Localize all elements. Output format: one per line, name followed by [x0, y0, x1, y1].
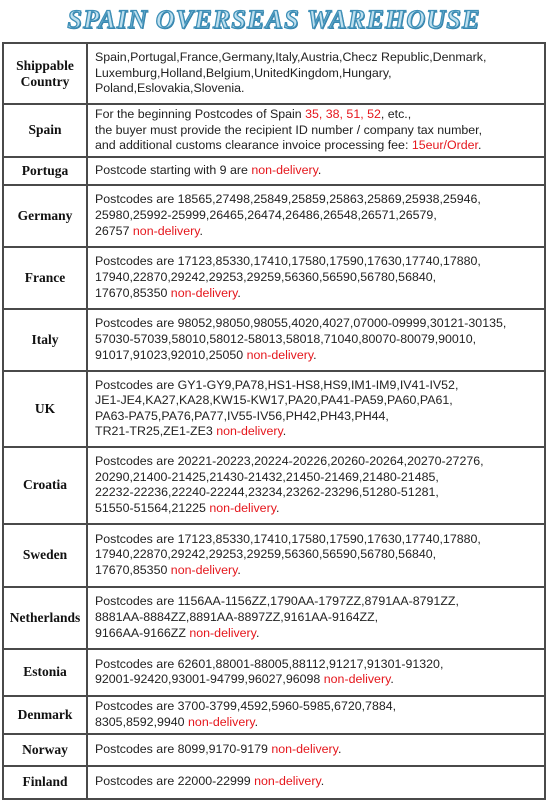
rule-cell: [87, 734, 545, 766]
rule-text: .: [477, 138, 482, 153]
highlight-text: non-delivery: [132, 223, 200, 238]
rule-text: Postcodes are 1156AA-1156ZZ,1790AA-1797ZZ,8791AA-8791ZZ,: [95, 594, 459, 609]
table-row: [3, 447, 545, 524]
rule-text: .: [317, 162, 322, 177]
rule-text: TR21-TR25,ZE1-ZE3: [95, 424, 217, 439]
rule-text: Postcodes are 8099,9170-9179: [95, 741, 272, 756]
country-cell: [3, 371, 87, 447]
table-row: [3, 247, 545, 309]
highlight-text: 15eur/Order: [411, 138, 478, 153]
rule-text: 22232-22236,22240-22244,23234,23262-23296,51280-51281,: [95, 485, 439, 500]
rule-line: [95, 192, 540, 208]
table-row: [3, 43, 545, 104]
country-label: Portuga: [21, 162, 69, 178]
rule-text: 9166AA-9166ZZ: [95, 625, 190, 640]
country-cell: [3, 734, 87, 766]
country-label: Estonia: [23, 664, 67, 680]
rule-text: Postcodes are GY1-GY9,PA78,HS1-HS8,HS9,IM1-IM9,IV41-IV52,: [95, 377, 459, 392]
rule-text: 51550-51564,21225: [95, 500, 210, 515]
rule-line: [95, 123, 540, 139]
country-label: Germany: [17, 207, 73, 223]
rule-cell: [87, 371, 545, 447]
rule-line: [95, 393, 540, 409]
rule-cell: [87, 309, 545, 371]
country-cell: [3, 447, 87, 524]
rule-cell: [87, 185, 545, 247]
country-cell: [3, 157, 87, 185]
rule-line: [95, 254, 540, 270]
country-label: Country: [20, 73, 70, 89]
country-label: Spain: [28, 122, 62, 138]
country-label: Shippable: [16, 57, 74, 73]
rule-line: [95, 699, 540, 715]
highlight-text: non-delivery: [323, 672, 391, 687]
highlight-text: 35, 38, 51, 52: [305, 107, 381, 121]
rule-text: Postcodes are 62601,88001-88005,88112,91217,91301-91320,: [95, 656, 444, 671]
rule-text: Spain,Portugal,France,Germany,Italy,Austria,Checz Republic,Denmark,: [95, 50, 487, 65]
rule-text: Postcodes are 22000-22999: [95, 774, 255, 789]
rule-text: .: [255, 625, 260, 640]
rule-text: 20290,21400-21425,21430-21432,21450-21469,21480-21485,: [95, 469, 439, 484]
highlight-text: non-delivery: [254, 774, 321, 789]
table-row: [3, 524, 545, 587]
rule-line: [95, 742, 540, 758]
table-row: [3, 309, 545, 371]
rule-text: 25980,25992-25999,26465,26474,26486,26548,26571,26579,: [95, 207, 437, 222]
rule-text: .: [390, 672, 394, 687]
delivery-rules-table: [2, 42, 546, 800]
rule-text: .: [237, 563, 241, 578]
rule-line: [95, 208, 540, 224]
rule-cell: [87, 157, 545, 185]
highlight-text: non-delivery: [170, 563, 238, 578]
rule-cell: [87, 104, 545, 157]
rule-line: [95, 270, 540, 286]
rule-cell: [87, 696, 545, 734]
country-cell: [3, 309, 87, 371]
country-label: Denmark: [17, 706, 73, 722]
rule-text: For the beginning Postcodes of Spain: [95, 107, 306, 121]
page-title: SPAIN OVERSEAS WAREHOUSE: [67, 5, 481, 34]
rule-text: 17940,22870,29242,29253,29259,56360,56590,56780,56840,: [95, 269, 437, 284]
rule-cell: [87, 587, 545, 649]
rule-line: [95, 409, 540, 425]
rule-line: [95, 501, 540, 517]
table-row: [3, 696, 545, 734]
country-label: Finland: [22, 774, 68, 790]
country-label: France: [24, 269, 66, 285]
table-row: [3, 371, 545, 447]
rule-cell: [87, 247, 545, 309]
rule-text: .: [337, 741, 342, 756]
rule-line: [95, 66, 540, 82]
rule-line: [95, 224, 540, 240]
table-row: [3, 734, 545, 766]
rule-line: [95, 138, 540, 154]
rule-line: [95, 563, 540, 579]
rule-text: Luxemburg,Holland,Belgium,UnitedKingdom,Hungary,: [95, 65, 392, 80]
rule-text: Postcodes are 3700-3799,4592,5960-5985,6720,7884,: [95, 699, 397, 714]
rule-line: [95, 626, 540, 642]
rule-text: 91017,91023,92010,25050: [95, 347, 247, 362]
highlight-text: non-delivery: [271, 741, 338, 756]
rule-text: JE1-JE4,KA27,KA28,KW15-KW17,PA20,PA41-PA59,PA60,PA61,: [95, 393, 453, 408]
country-cell: [3, 247, 87, 309]
rule-text: Postcodes are 17123,85330,17410,17580,17590,17630,17740,17880,: [95, 531, 481, 546]
highlight-text: non-delivery: [251, 162, 318, 177]
rule-line: [95, 610, 540, 626]
table-row: [3, 649, 545, 696]
rule-text: the buyer must provide the recipient ID number / company tax number,: [95, 122, 483, 137]
country-cell: [3, 696, 87, 734]
table-row: [3, 766, 545, 799]
rule-cell: [87, 447, 545, 524]
highlight-text: non-delivery: [216, 424, 283, 439]
rule-text: 17940,22870,29242,29253,29259,56360,56590,56780,56840,: [95, 547, 437, 562]
highlight-text: non-delivery: [188, 714, 255, 729]
highlight-text: non-delivery: [209, 500, 276, 515]
rule-text: .: [282, 424, 287, 439]
rule-text: , etc.,: [380, 107, 412, 121]
rule-text: 17670,85350: [95, 285, 171, 300]
rule-line: [95, 81, 540, 97]
rule-line: [95, 163, 540, 179]
rule-cell: [87, 766, 545, 799]
rule-line: [95, 485, 540, 501]
country-label: Croatia: [23, 477, 67, 493]
rule-line: [95, 424, 540, 440]
rule-cell: [87, 43, 545, 104]
rule-line: [95, 50, 540, 66]
rule-text: .: [237, 285, 241, 300]
rule-text: 92001-92420,93001-94799,96027,96098: [95, 672, 324, 687]
country-label: Italy: [31, 331, 59, 347]
rule-text: Postcode starting with 9 are: [95, 162, 252, 177]
rule-text: Postcodes are 98052,98050,98055,4020,4027,07000-09999,30121-30135,: [95, 316, 507, 331]
rule-text: .: [313, 347, 317, 362]
rule-text: Postcodes are 18565,27498,25849,25859,25863,25869,25938,25946,: [95, 192, 481, 207]
rule-line: [95, 657, 540, 673]
rule-line: [95, 532, 540, 548]
rule-line: [95, 316, 540, 332]
country-cell: [3, 104, 87, 157]
country-cell: [3, 649, 87, 696]
rule-text: 26757: [95, 223, 133, 238]
country-cell: [3, 766, 87, 799]
rule-text: PA63-PA75,PA76,PA77,IV55-IV56,PH42,PH43,PH44,: [95, 408, 389, 423]
rule-text: and additional customs clearance invoice processing fee:: [95, 138, 412, 153]
rule-text: Postcodes are 17123,85330,17410,17580,17590,17630,17740,17880,: [95, 254, 481, 269]
rule-text: .: [320, 774, 325, 789]
rule-text: Poland,Eslovakia,Slovenia.: [95, 81, 245, 96]
rule-text: .: [199, 223, 203, 238]
rule-line: [95, 378, 540, 394]
highlight-text: non-delivery: [246, 347, 314, 362]
rule-text: 57030-57039,58010,58012-58013,58018,71040,80070-80079,90010,: [95, 331, 477, 346]
rule-line: [95, 348, 540, 364]
country-label: Norway: [22, 741, 68, 757]
rule-line: [95, 715, 540, 731]
country-cell: [3, 43, 87, 104]
rule-line: [95, 774, 540, 790]
rule-line: [95, 332, 540, 348]
rule-cell: [87, 649, 545, 696]
rule-line: [95, 286, 540, 302]
table-row: [3, 185, 545, 247]
rule-line: [95, 594, 540, 610]
rule-text: 17670,85350: [95, 563, 171, 578]
rule-text: Postcodes are 20221-20223,20224-20226,20260-20264,20270-27276,: [95, 454, 484, 469]
highlight-text: non-delivery: [189, 625, 256, 640]
country-cell: [3, 185, 87, 247]
rule-line: [95, 672, 540, 688]
rule-text: .: [275, 500, 280, 515]
table-row: [3, 587, 545, 649]
country-label: UK: [34, 400, 56, 416]
table-row: [3, 157, 545, 185]
rule-text: .: [254, 714, 259, 729]
country-label: Sweden: [22, 547, 68, 563]
rule-line: [95, 454, 540, 470]
rule-line: [95, 547, 540, 563]
rule-text: 8305,8592,9940: [95, 714, 189, 729]
rule-line: [95, 107, 540, 123]
country-cell: [3, 524, 87, 587]
rule-cell: [87, 524, 545, 587]
rule-line: [95, 470, 540, 486]
country-label: Netherlands: [9, 609, 81, 625]
rule-text: 8881AA-8884ZZ,8891AA-8897ZZ,9161AA-9164ZZ,: [95, 609, 379, 624]
table-row: [3, 104, 545, 157]
country-cell: [3, 587, 87, 649]
highlight-text: non-delivery: [170, 285, 238, 300]
